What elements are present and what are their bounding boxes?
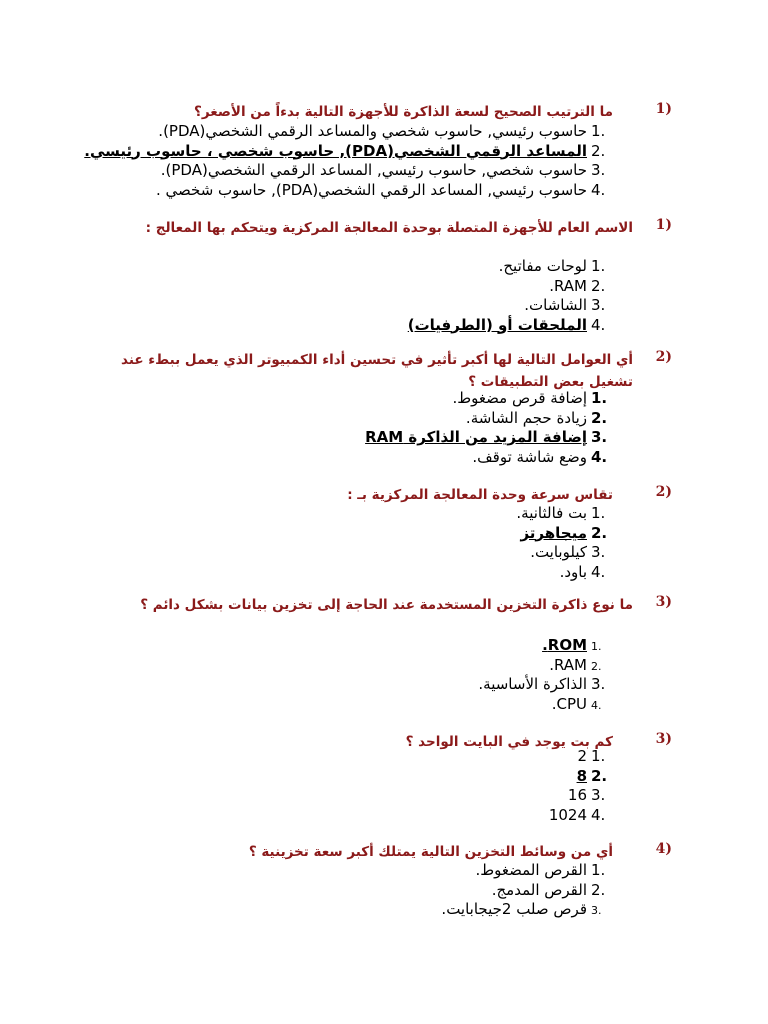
option-text: 2 bbox=[577, 747, 587, 765]
option-text: 16 bbox=[567, 786, 587, 804]
option-number: 3. bbox=[591, 904, 602, 917]
option-number: 3. bbox=[591, 296, 606, 314]
option-number: 3. bbox=[591, 675, 606, 693]
option-number: 3. bbox=[591, 161, 606, 179]
option-item bbox=[53, 296, 613, 316]
option-text: كيلوبايت. bbox=[530, 543, 587, 561]
option-item bbox=[53, 767, 613, 787]
question-number: 4) bbox=[655, 841, 672, 857]
option-number: 1. bbox=[591, 747, 606, 765]
question-text: أي من وسائط التخزين التالية يمتلك أكبر سعة تخزينية ؟ bbox=[248, 844, 613, 860]
option-text: القرص المدمج. bbox=[491, 880, 587, 899]
option-text: وضع شاشة توقف. bbox=[472, 447, 587, 466]
option-item bbox=[53, 277, 613, 297]
option-number: 2. bbox=[591, 523, 608, 542]
question-text: كم بت يوجد في البايت الواحد ؟ bbox=[405, 734, 613, 750]
option-number: 3. bbox=[591, 543, 606, 561]
correct-option-text: ROM. bbox=[542, 636, 587, 654]
option-number: 4. bbox=[591, 447, 608, 466]
option-item bbox=[53, 181, 613, 201]
option-item bbox=[53, 524, 613, 544]
correct-option-text: إضافة المزيد من الذاكرة RAM bbox=[365, 428, 587, 446]
options-list bbox=[53, 636, 613, 714]
option-number: 4. bbox=[591, 562, 606, 581]
question-text: أي العوامل التالية لها أكبر تأثير في تحسين أداء الكمبيوتر الذي يعمل ببطء عند تشغيل بعض التطبيقات ؟ bbox=[121, 352, 633, 390]
option-text: 1024 bbox=[548, 805, 587, 824]
option-item bbox=[53, 786, 613, 806]
option-item bbox=[53, 543, 613, 563]
option-number: 3. bbox=[591, 786, 606, 804]
options-list bbox=[53, 504, 613, 582]
option-text: زيادة حجم الشاشة. bbox=[465, 408, 587, 427]
option-item bbox=[53, 504, 613, 524]
option-item bbox=[53, 448, 613, 468]
option-text: باود. bbox=[559, 562, 587, 581]
options-list bbox=[53, 389, 613, 467]
option-number: 4. bbox=[591, 180, 606, 199]
option-number: 2. bbox=[591, 408, 608, 427]
question-number: 1) bbox=[655, 101, 672, 117]
option-item bbox=[53, 257, 613, 277]
option-number: 1. bbox=[591, 389, 608, 407]
question-number: 3) bbox=[655, 594, 672, 610]
option-text: الذاكرة الأساسية. bbox=[478, 675, 587, 693]
question-number: 2) bbox=[655, 484, 672, 500]
option-text: حاسوب شخصي, حاسوب رئيسي, المساعد الرقمي الشخصي(PDA). bbox=[160, 161, 587, 179]
option-item bbox=[53, 428, 613, 448]
option-number: 1. bbox=[591, 122, 606, 140]
option-text: الشاشات. bbox=[524, 296, 587, 314]
question-number: 2) bbox=[655, 349, 672, 365]
question-number: 3) bbox=[655, 731, 672, 747]
option-number: 4. bbox=[591, 698, 602, 712]
option-text: بت فالثانية. bbox=[516, 504, 587, 522]
option-number: 2. bbox=[591, 141, 606, 160]
question-text: ما الترتيب الصحيح لسعة الذاكرة للأجهزة التالية بدءاً من الأصغر؟ bbox=[194, 104, 613, 120]
option-text: لوحات مفاتيح. bbox=[498, 257, 587, 275]
option-number: 1. bbox=[591, 504, 606, 522]
option-item bbox=[53, 389, 613, 409]
option-item bbox=[53, 142, 613, 162]
correct-option-text: المساعد الرقمي الشخصي(PDA), حاسوب شخصي ، حاسوب رئيسي. bbox=[84, 141, 587, 160]
option-text: RAM. bbox=[549, 655, 587, 674]
option-number: 2. bbox=[591, 766, 608, 785]
option-text: حاسوب رئيسي, المساعد الرقمي الشخصي(PDA), حاسوب شخصي . bbox=[155, 180, 587, 199]
option-item bbox=[53, 675, 613, 695]
option-item bbox=[53, 861, 613, 881]
option-number: 2. bbox=[591, 276, 606, 295]
option-number: 2. bbox=[591, 880, 606, 899]
options-list bbox=[53, 122, 613, 200]
option-item bbox=[53, 900, 613, 920]
options-list bbox=[53, 747, 613, 825]
option-text: القرص المضغوط. bbox=[475, 861, 587, 879]
option-item bbox=[53, 656, 613, 676]
option-item bbox=[53, 806, 613, 826]
option-number: 1. bbox=[591, 640, 602, 653]
options-list bbox=[53, 861, 613, 920]
option-item bbox=[53, 122, 613, 142]
question-text: الاسم العام للأجهزة المتصلة بوحدة المعالجة المركزية ويتحكم بها المعالج : bbox=[145, 220, 633, 236]
option-number: 3. bbox=[591, 428, 608, 446]
option-item bbox=[53, 409, 613, 429]
option-item bbox=[53, 747, 613, 767]
options-list bbox=[53, 257, 613, 335]
question-text: تقاس سرعة وحدة المعالجة المركزية بـ : bbox=[347, 487, 613, 503]
question-number: 1) bbox=[655, 217, 672, 233]
option-text: حاسوب رئيسي, حاسوب شخصي والمساعد الرقمي الشخصي(PDA). bbox=[158, 122, 587, 140]
option-item bbox=[53, 316, 613, 336]
option-text: CPU. bbox=[551, 694, 587, 713]
correct-option-text: 8 bbox=[576, 766, 587, 785]
question-text: ما نوع ذاكرة التخزين المستخدمة عند الحاجة إلى تخزين بيانات بشكل دائم ؟ bbox=[140, 597, 633, 613]
correct-option-text: ميجاهرتز bbox=[520, 523, 587, 542]
option-number: 2. bbox=[591, 659, 602, 673]
option-number: 4. bbox=[591, 315, 606, 334]
option-number: 1. bbox=[591, 861, 606, 879]
option-text: إضافة قرص مضغوط. bbox=[452, 389, 587, 407]
option-number: 1. bbox=[591, 257, 606, 275]
correct-option-text: الملحقات أو (الطرفيات) bbox=[407, 315, 587, 334]
option-text: قرص صلب 2جيجابايت. bbox=[441, 900, 587, 918]
option-text: RAM. bbox=[549, 276, 587, 295]
option-item bbox=[53, 563, 613, 583]
option-item bbox=[53, 161, 613, 181]
option-item bbox=[53, 636, 613, 656]
option-item bbox=[53, 695, 613, 715]
option-number: 4. bbox=[591, 805, 606, 824]
option-item bbox=[53, 881, 613, 901]
